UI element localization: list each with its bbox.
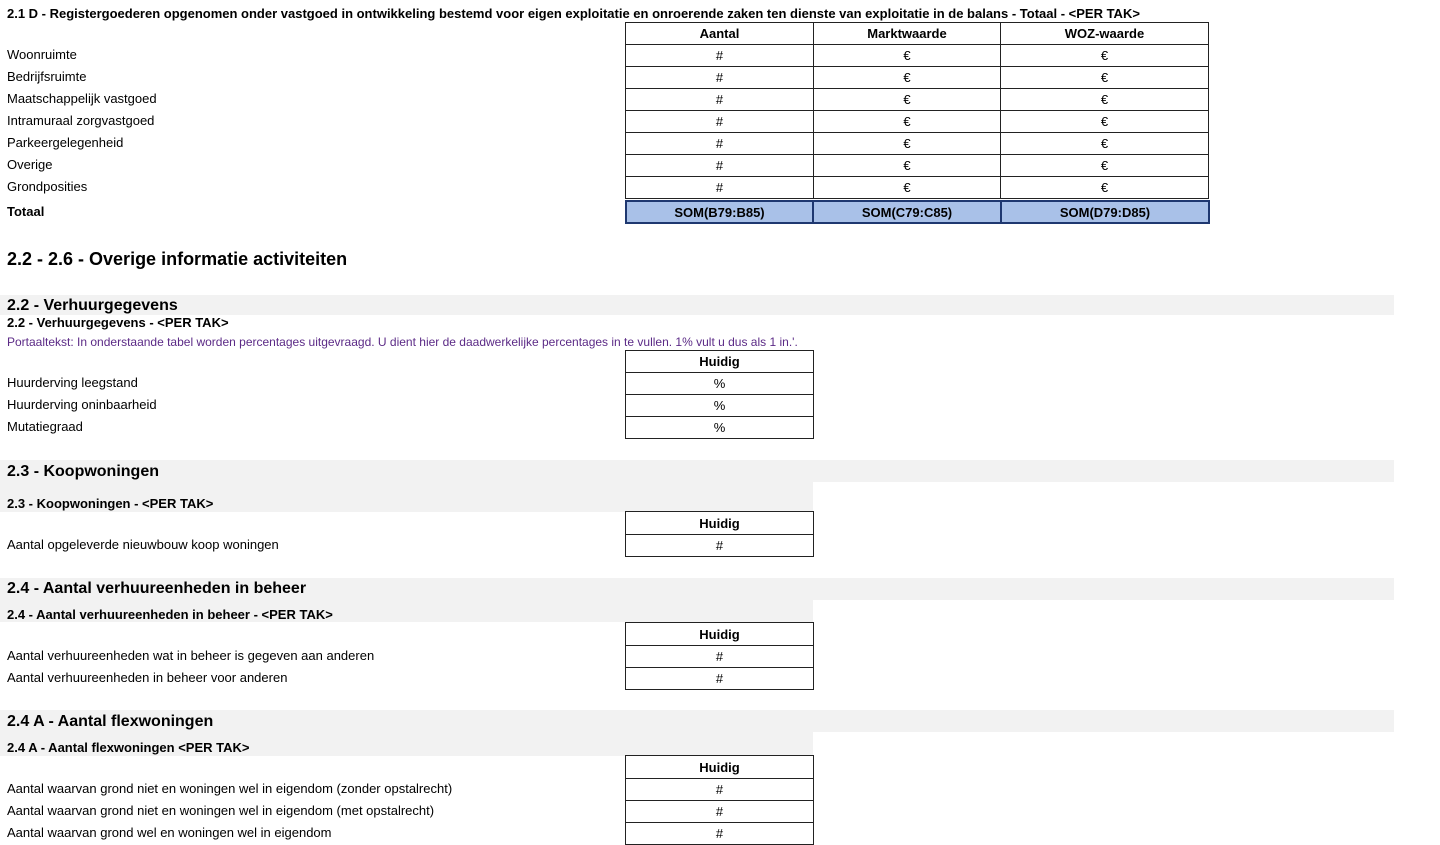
input-cell[interactable]: € bbox=[813, 132, 1001, 155]
row-label: Bedrijfsruimte bbox=[7, 69, 87, 84]
input-cell[interactable]: % bbox=[625, 372, 814, 395]
row-label: Aantal verhuureenheden in beheer voor anderen bbox=[7, 670, 288, 685]
col-header-huidig: Huidig bbox=[625, 350, 814, 373]
input-cell[interactable]: € bbox=[813, 176, 1001, 199]
row-label: Aantal verhuureenheden wat in beheer is gegeven aan anderen bbox=[7, 648, 375, 663]
section-24-heading: 2.4 - Aantal verhuureenheden in beheer bbox=[7, 580, 307, 597]
input-cell[interactable]: € bbox=[1000, 110, 1209, 133]
section-23-heading: 2.3 - Koopwoningen bbox=[7, 463, 159, 480]
section-band bbox=[0, 460, 1394, 482]
input-cell[interactable]: € bbox=[813, 88, 1001, 111]
section-24a-subheading: 2.4 A - Aantal flexwoningen <PER TAK> bbox=[7, 740, 250, 755]
input-cell[interactable]: # bbox=[625, 110, 814, 133]
input-cell[interactable]: # bbox=[625, 667, 814, 690]
col-header-woz-waarde: WOZ-waarde bbox=[1000, 22, 1209, 45]
total-cell-woz-waarde[interactable]: SOM(D79:D85) bbox=[1000, 200, 1210, 224]
input-cell[interactable]: € bbox=[1000, 154, 1209, 177]
row-label: Huurderving leegstand bbox=[7, 375, 138, 390]
input-cell[interactable]: € bbox=[1000, 44, 1209, 67]
col-header-aantal: Aantal bbox=[625, 22, 814, 45]
input-cell[interactable]: € bbox=[1000, 132, 1209, 155]
row-label: Woonruimte bbox=[7, 47, 77, 62]
row-label: Aantal opgeleverde nieuwbouw koop woningen bbox=[7, 537, 279, 552]
row-label: Aantal waarvan grond niet en woningen wel in eigendom (zonder opstalrecht) bbox=[7, 781, 453, 796]
row-label: Mutatiegraad bbox=[7, 419, 83, 434]
input-cell[interactable]: € bbox=[1000, 88, 1209, 111]
input-cell[interactable]: # bbox=[625, 176, 814, 199]
section-21d-title: 2.1 D - Registergoederen opgenomen onder vastgoed in ontwikkeling bestemd voor eigen exploitatie en onroerende zaken ten dienste van exploitatie in de balans - Totaal - <PER TAK> bbox=[7, 6, 1140, 21]
section-22-26-title: 2.2 - 2.6 - Overige informatie activiteiten bbox=[7, 249, 348, 269]
section-23-subheading: 2.3 - Koopwoningen - <PER TAK> bbox=[7, 496, 214, 511]
input-cell[interactable]: # bbox=[625, 778, 814, 801]
row-label: Grondposities bbox=[7, 179, 88, 194]
input-cell[interactable]: # bbox=[625, 154, 814, 177]
input-cell[interactable]: # bbox=[625, 800, 814, 823]
input-cell[interactable]: # bbox=[625, 44, 814, 67]
input-cell[interactable]: # bbox=[625, 822, 814, 845]
row-label: Maatschappelijk vastgoed bbox=[7, 91, 157, 106]
col-header-marktwaarde: Marktwaarde bbox=[813, 22, 1001, 45]
row-label: Parkeergelegenheid bbox=[7, 135, 124, 150]
input-cell[interactable]: # bbox=[625, 132, 814, 155]
section-24a-heading: 2.4 A - Aantal flexwoningen bbox=[7, 713, 214, 730]
section-22-heading: 2.2 - Verhuurgegevens bbox=[7, 297, 178, 314]
total-cell-marktwaarde[interactable]: SOM(C79:C85) bbox=[812, 200, 1002, 224]
input-cell[interactable]: # bbox=[625, 88, 814, 111]
col-header-huidig: Huidig bbox=[625, 622, 814, 646]
input-cell[interactable]: % bbox=[625, 416, 814, 439]
portal-note: Portaaltekst: In onderstaande tabel worden percentages uitgevraagd. U dient hier de daadwerkelijke percentages in te vullen. 1% vult u dus als 1 in.'. bbox=[7, 335, 798, 349]
total-cell-aantal[interactable]: SOM(B79:B85) bbox=[625, 200, 814, 224]
row-label-totaal: Totaal bbox=[7, 204, 45, 219]
input-cell[interactable]: % bbox=[625, 394, 814, 417]
input-cell[interactable]: € bbox=[813, 66, 1001, 89]
input-cell[interactable]: € bbox=[813, 110, 1001, 133]
row-label: Intramuraal zorgvastgoed bbox=[7, 113, 155, 128]
input-cell[interactable]: € bbox=[813, 44, 1001, 67]
section-band bbox=[0, 295, 1394, 315]
input-cell[interactable]: € bbox=[1000, 66, 1209, 89]
row-label: Aantal waarvan grond niet en woningen wel in eigendom (met opstalrecht) bbox=[7, 803, 435, 818]
col-header-huidig: Huidig bbox=[625, 511, 814, 535]
input-cell[interactable]: # bbox=[625, 534, 814, 557]
input-cell[interactable]: € bbox=[813, 154, 1001, 177]
input-cell[interactable]: € bbox=[1000, 176, 1209, 199]
section-22-subheading: 2.2 - Verhuurgegevens - <PER TAK> bbox=[7, 315, 229, 330]
section-24-subheading: 2.4 - Aantal verhuureenheden in beheer - <PER TAK> bbox=[7, 607, 333, 622]
col-header-huidig: Huidig bbox=[625, 755, 814, 779]
row-label: Overige bbox=[7, 157, 53, 172]
row-label: Huurderving oninbaarheid bbox=[7, 397, 157, 412]
input-cell[interactable]: # bbox=[625, 66, 814, 89]
row-label: Aantal waarvan grond wel en woningen wel in eigendom bbox=[7, 825, 332, 840]
input-cell[interactable]: # bbox=[625, 645, 814, 668]
